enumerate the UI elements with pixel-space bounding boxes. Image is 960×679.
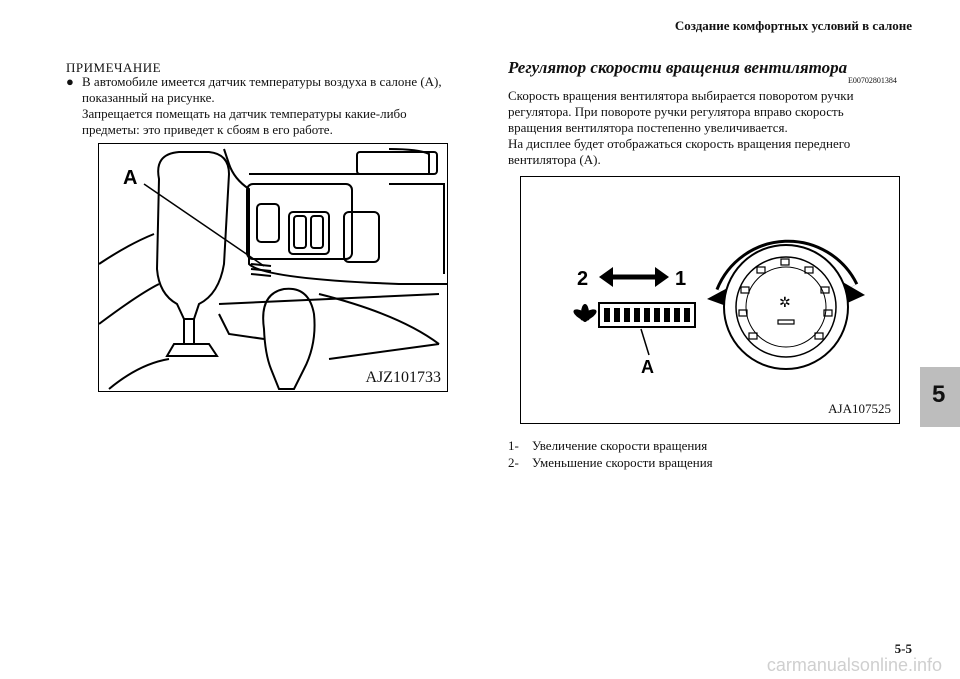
figure-label-a: A [641, 357, 654, 377]
note-body [66, 74, 472, 138]
fan-speed-display [599, 303, 695, 327]
chapter-tab [920, 367, 960, 427]
leader-line [641, 329, 649, 355]
section-line: вращения вентилятора постепенно увеличивается. [508, 120, 788, 135]
chapter-number: 5 [932, 381, 946, 408]
legend-number: 2- [508, 455, 519, 470]
note-line: В автомобиле имеется датчик температуры воздуха в салоне (A), [82, 74, 442, 89]
section-code: E00702801384 [848, 76, 897, 85]
note-line: предметы: это приведет к сбоям в его работе. [82, 122, 333, 137]
section-line: регулятора. При повороте ручки регулятора вправо скорость [508, 104, 844, 119]
figure-label-a: A [123, 167, 138, 189]
label-increase: 1 [675, 268, 687, 290]
bullet-icon: ● [66, 74, 74, 89]
section-body [508, 88, 908, 168]
fan-icon [572, 304, 599, 323]
note-heading: ПРИМЕЧАНИЕ [66, 60, 162, 75]
legend-number: 1- [508, 438, 519, 453]
chapter-header-title: Создание комфортных условий в салоне [674, 18, 912, 33]
figure-temperature-sensor [98, 143, 448, 392]
console-illustration [99, 144, 447, 391]
section-title: Регулятор скорости вращения вентилятора [508, 58, 848, 77]
fan-speed-knob [707, 245, 865, 369]
legend-item [508, 454, 713, 471]
note-line: Запрещается помещать на датчик температуры какие-либо [82, 106, 407, 121]
note-line: показанный на рисунке. [82, 90, 215, 105]
figure-fan-speed-control [520, 176, 900, 424]
legend-item [508, 437, 713, 454]
watermark: carmanualsonline.info [766, 655, 942, 675]
legend-text: Увеличение скорости вращения [532, 438, 708, 453]
figure-code: AJA107525 [828, 401, 891, 416]
section-line: На дисплее будет отображаться скорость вращения переднего [508, 136, 851, 151]
legend-text: Уменьшение скорости вращения [532, 455, 713, 470]
page-number: 5-5 [894, 641, 912, 656]
double-arrow-icon [599, 267, 669, 287]
figure-code: AJZ101733 [365, 369, 441, 386]
section-line: вентилятора (A). [508, 152, 601, 167]
fan-control-illustration [521, 177, 899, 423]
fan-symbol-icon: ✲ [779, 295, 791, 311]
section-line: Скорость вращения вентилятора выбирается поворотом ручки [508, 88, 854, 103]
figure-legend [508, 437, 713, 471]
label-decrease: 2 [577, 268, 589, 290]
